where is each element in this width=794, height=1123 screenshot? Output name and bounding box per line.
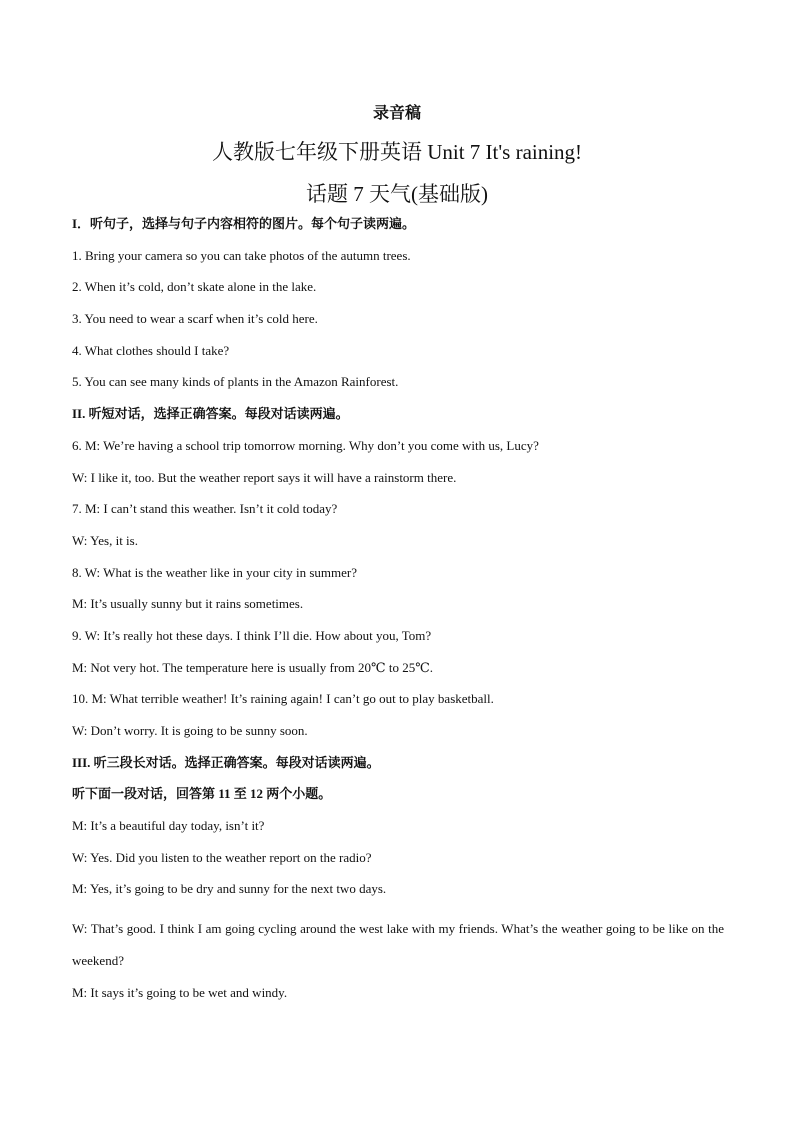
dialogue-line: W: Yes. Did you listen to the weather report on the radio? [72, 849, 372, 865]
dialogue-line: W: Don’t worry. It is going to be sunny soon. [72, 723, 308, 738]
document-subtitle: 话题 7 天气(基础版) [306, 182, 488, 206]
sentence-line: 4. What clothes should I take? [72, 342, 230, 358]
sentence-line: 5. You can see many kinds of plants in the Amazon Rainforest. [72, 374, 399, 390]
dialogue-line: M: Not very hot. The temperature here is usually from 20℃ to 25℃. [72, 659, 433, 675]
dialogue-line: 8. W: What is the weather like in your city in summer? [72, 564, 357, 580]
section-3-subheading: 听下面一段对话，回答第 11 至 12 两个小题。 [72, 786, 332, 802]
sentence-line: 3. You need to wear a scarf when it’s cold here. [72, 311, 318, 327]
dialogue-line: M: Yes, it’s going to be dry and sunny for the next two days. [72, 881, 387, 897]
sentence-line: 1. Bring your camera so you can take photos of the autumn trees. [72, 247, 411, 263]
dialogue-line: M: It says it’s going to be wet and windy. [72, 985, 288, 1001]
dialogue-line: 10. M: What terrible weather! It’s raining again! I can’t go out to play basketball. [72, 691, 494, 707]
section-3-heading: III. 听三段长对话。选择正确答案。每段对话读两遍。 [72, 754, 380, 770]
dialogue-line-long: W: That’s good. I think I am going cycling around the west lake with my friends. What’s the weather going to be like on the weekend? [72, 921, 724, 969]
dialogue-line: 9. W: It’s really hot these days. I think I’ll die. How about you, Tom? [72, 627, 432, 643]
dialogue-line: M: It’s usually sunny but it rains sometimes. [72, 596, 304, 612]
dialogue-line: 7. M: I can’t stand this weather. Isn’t it cold today? [72, 501, 338, 517]
document-body [72, 216, 724, 1017]
section-1-heading: I．听句子，选择与句子内容相符的图片。每个句子读两遍。 [72, 216, 416, 231]
dialogue-line: W: I like it, too. But the weather report says it will have a rainstorm there. [72, 469, 457, 485]
dialogue-line: M: It’s a beautiful day today, isn’t it? [72, 818, 265, 834]
dialogue-line: 6. M: We’re having a school trip tomorrow morning. Why don’t you come with us, Lucy? [72, 437, 539, 453]
dialogue-line: W: Yes, it is. [72, 532, 138, 548]
section-2-heading: II. 听短对话，选择正确答案。每段对话读两遍。 [72, 406, 349, 422]
document-label: 录音稿 [372, 105, 421, 122]
sentence-line: 2. When it’s cold, don’t skate alone in the lake. [72, 279, 317, 295]
document-title: 人教版七年级下册英语 Unit 7 It's raining! [211, 140, 583, 164]
